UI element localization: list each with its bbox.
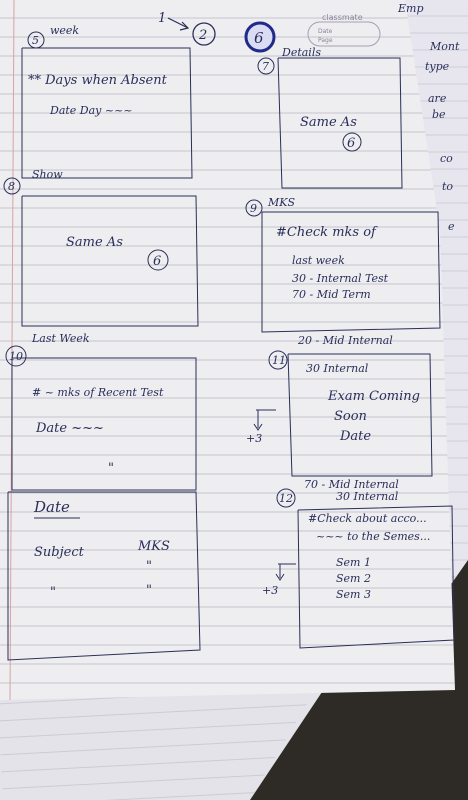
sketch-six-line3: Soon [334,409,367,424]
sketch-one-header: week [50,24,80,37]
sketch-eight-item2: Sem 2 [336,572,371,585]
sketch-four-item1: last week [292,254,345,267]
sketch-seven-ditto2: " [146,559,152,574]
fragment-6: co [440,152,453,165]
sketch-seven-col1: Subject [34,545,84,560]
fragment-4: are [428,92,447,105]
fragment-1: Emp [398,2,424,15]
stamp-date: Date [318,28,333,35]
sketch-four-tag: MKS [268,196,296,209]
sketch-two-number: 7 [262,60,269,73]
sketch-three-footer: Last Week [32,332,90,345]
sketch-six-line4: Date [340,429,372,444]
stamp-page: Page [318,37,333,44]
arrow-label: 1 [158,11,167,26]
sketch-one-number: 5 [32,34,39,47]
fragment-8: e [448,220,455,233]
sketch-six-line1: 30 Internal [306,362,369,375]
sketch-five-title: # ~ mks of Recent Test [32,386,164,399]
sketch-seven-header: Date [34,498,70,516]
sketch-five-side: +3 [246,432,263,445]
sketch-three-number: 8 [8,180,15,193]
sketch-six-line2: Exam Coming [328,389,420,404]
sketch-eight-line1: #Check about acco... [308,512,427,525]
fragment-5: be [432,108,446,121]
sketch-five-line: Date ~~~ [36,421,104,436]
sketch-four-title: #Check mks of [276,225,376,240]
brand-stamp: classmate [322,13,363,22]
sketch-three-text: Same As [66,235,123,250]
circle-two-label: 2 [199,28,208,43]
sketch-six-below: 70 - Mid Internal [304,478,399,491]
sketch-six-number: 11 [272,354,286,367]
sketch-eight-line2: ~~~ to the Semes... [316,530,431,543]
sketch-four-item2: 30 - Internal Test [292,272,389,285]
fragment-2: Mont [430,40,460,53]
sketch-two-ref: 6 [347,136,356,151]
sketch-seven-col2: MKS [138,539,170,554]
sketch-one-footer: Show [32,168,63,181]
sketch-five-number: 10 [9,350,23,363]
circle-six-label: 6 [254,29,264,47]
sketch-eight-item1: Sem 1 [336,556,371,569]
sketch-one-line2: Date Day ~~~ [50,104,133,117]
sketch-seven-ditto3: " [146,583,152,598]
sketch-eight-above: 30 Internal [336,490,399,503]
sketch-seven-ditto4: " [108,461,114,476]
sketch-eight-item3: Sem 3 [336,588,371,601]
sketch-four-item3: 70 - Mid Term [292,288,371,301]
sketch-one-line1: ** Days when Absent [28,73,167,88]
sketch-seven-ditto1: " [50,585,56,600]
sketch-six-above: 20 - Mid Internal [298,334,393,347]
sketch-three-ref: 6 [153,254,162,269]
sketch-two-sub: Details [282,46,321,59]
sketch-four-number: 9 [250,202,257,215]
sketch-eight-side: +3 [262,584,279,597]
fragment-7: to [442,180,454,193]
sketch-eight-number: 12 [279,492,293,505]
fragment-3: type [425,60,450,73]
sketch-two-text: Same As [300,115,357,130]
